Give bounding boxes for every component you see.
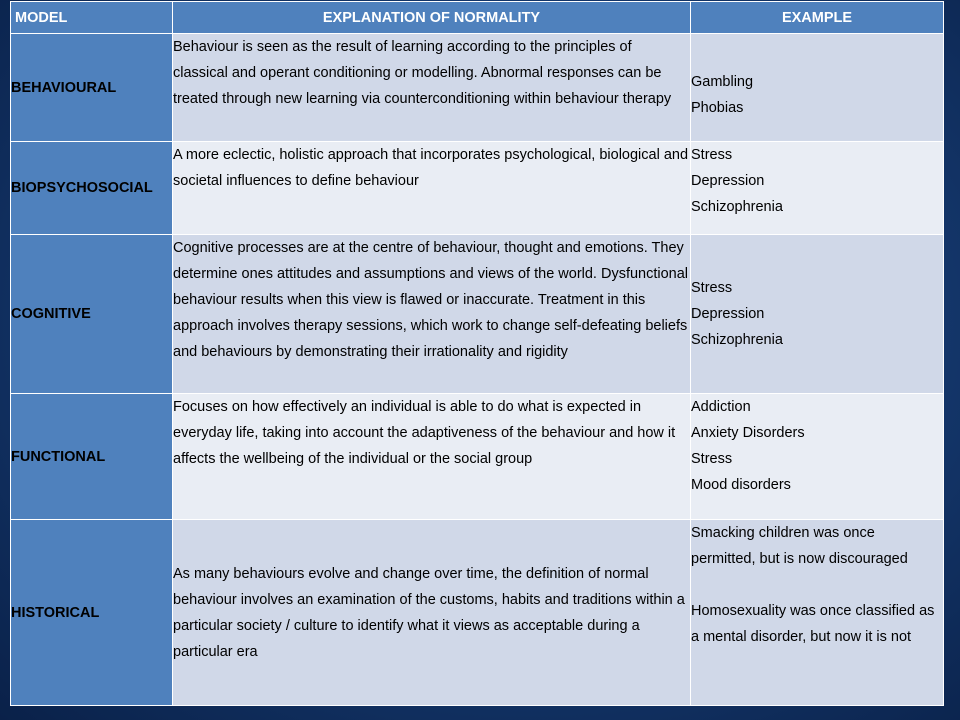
example-item: Stress — [691, 451, 733, 467]
table-row-functional — [11, 394, 944, 520]
example-item: Anxiety Disorders — [691, 425, 805, 441]
header-model: MODEL — [11, 2, 173, 34]
model-explanation: A more eclectic, holistic approach that incorporates psychological, biological and societal influences to define behaviour — [173, 142, 691, 235]
table-header-row — [11, 2, 944, 34]
example-item: Smacking children was once permitted, but is now discouraged — [691, 525, 908, 567]
header-explanation: EXPLANATION OF NORMALITY — [173, 2, 691, 34]
header-example: EXAMPLE — [691, 2, 944, 34]
example-item: Stress — [691, 280, 733, 296]
example-item: Phobias — [691, 99, 744, 116]
table-row-cognitive — [11, 235, 944, 394]
example-item: Depression — [691, 173, 765, 189]
table-row-biopsychosocial — [11, 142, 944, 235]
model-name: HISTORICAL — [11, 520, 173, 706]
table-row-behavioural — [11, 34, 944, 142]
model-explanation: As many behaviours evolve and change over time, the definition of normal behaviour involves an examination of the customs, habits and traditions within a particular society / culture to identify what it views as acceptable during a particular era — [173, 520, 691, 706]
example-item: Addiction — [691, 399, 751, 415]
example-item: Gambling — [691, 73, 754, 90]
model-name: COGNITIVE — [11, 235, 173, 394]
model-name: BEHAVIOURAL — [11, 34, 173, 142]
model-name: FUNCTIONAL — [11, 394, 173, 520]
model-examples — [691, 520, 944, 706]
model-examples — [691, 235, 944, 394]
table-row-historical — [11, 520, 944, 706]
example-item: Schizophrenia — [691, 199, 783, 215]
model-examples — [691, 34, 944, 142]
model-explanation: Cognitive processes are at the centre of behaviour, thought and emotions. They determine ones attitudes and assumptions and views of the world. Dysfunctional behaviour results when this view is flawed or inaccurate. Treatment in this approach involves therapy sessions, which work to change self-defeating beliefs and behaviours by demonstrating their irrationality and rigidity — [173, 235, 691, 394]
model-examples — [691, 142, 944, 235]
example-item: Mood disorders — [691, 477, 791, 493]
model-examples — [691, 394, 944, 520]
example-spacer — [691, 572, 943, 598]
example-item: Schizophrenia — [691, 332, 783, 348]
example-item: Stress — [691, 147, 733, 163]
example-item: Homosexuality was once classified as a mental disorder, but now it is not — [691, 603, 935, 645]
model-explanation: Behaviour is seen as the result of learning according to the principles of classical and operant conditioning or modelling. Abnormal responses can be treated through new learning via counterconditioning within behaviour therapy — [173, 34, 691, 142]
model-name: BIOPSYCHOSOCIAL — [11, 142, 173, 235]
model-explanation: Focuses on how effectively an individual is able to do what is expected in everyday life, taking into account the adaptiveness of the behaviour and how it affects the wellbeing of the individual or the social group — [173, 394, 691, 520]
normality-models-table — [10, 1, 944, 706]
example-item: Depression — [691, 306, 765, 322]
